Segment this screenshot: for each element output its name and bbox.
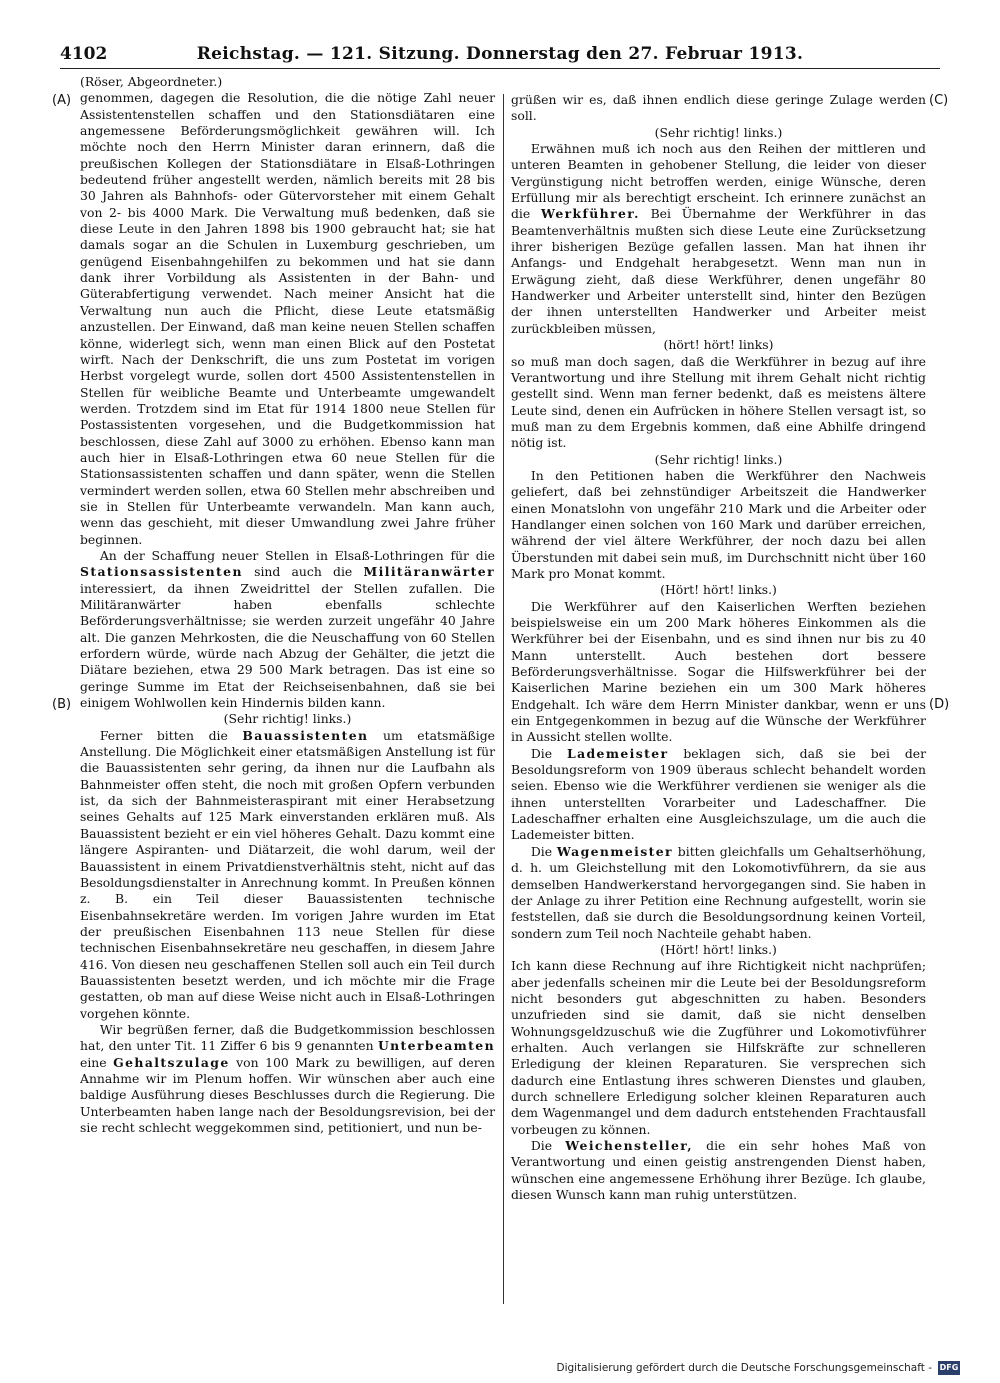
paragraph: genommen, dagegen die Resolution, die die nötige Zahl neuer Assistentenstellen schaffen und den Stationsdiätaren eine angemessene Beförderungsmöglichkeit gewähren will. Ich möchte noch den Herrn Minister daran erinnern, daß die preußischen Kollegen der Stationsdiätare in Elsaß-Lothringen bedeutend früher angestellt werden, nämlich bereits mit 28 bis 30 Jahren als Bahnhofs- oder Gütervorsteher mit einem Gehalt von 2- bis 4000 Mark. Die Verwaltung muß bedenken, daß sie diese Leute in den Jahren 1898 bis 1900 gebraucht hat; sie hat damals sogar an die Schulen in Luxemburg geschrieben, um genügend Eisenbahngehilfen zu bekommen und hat sie dann dank ihrer Vorbildung als Assistenten in der Bahn- und Güterabfertigung verwendet. Nach meiner Ansicht hat die Verwaltung nun auch die Pflicht, diese Leute etatsmäßig anzustellen. Der Einwand, daß man keine neuen Stellen schaffen könne, widerlegt sich, wenn man einen Blick auf den Postetat wirft. Nach der Denkschrift, die uns zum Postetat im vorigen Herbst vorgelegt wurde, sollen dort 4500 Assistentenstellen in Stellen für weibliche Beamte und Unterbeamte umgewandelt werden. Trotzdem sind im Etat für 1914 1800 neue Stellen für Postassistenten vorgesehen, und die Budgetkommission hat beschlossen, diese Zahl auf 3000 zu erhöhen. Ebenso kann man auch hier in Elsaß-Lothringen etwa 60 neue Stellen für die Stationsassistenten schaffen und dann später, wenn die Stellen vermindert werden sollen, etwa 60 Stellen mehr abschreiben und sie in Stellen für Unterbeamte verwandeln. Man kann auch, wenn das geschieht, mit dieser Umwandlung zwei Jahre früher beginnen.	[80, 90, 495, 547]
paragraph: An der Schaffung neuer Stellen in Elsaß-Lothringen für die Stationsassistenten sind auch die Militäranwärter interessiert, da ihnen Zweidrittel der Stellen zufallen. Die Militäranwärter haben ebenfalls schlechte Beförderungsverhältnisse; sie werden zurzeit ungefähr 40 Jahre alt. Die ganzen Mehrkosten, die die Neuschaffung von 60 Stellen erfordern würde, würde nach Abzug der Gehälter, die jetzt die Diätare beziehen, etwa 29 500 Mark betragen. Das ist eine so geringe Summe im Etat der Reichseisenbahnen, daß sie bei einigem Wohlwollen kein Hindernis bilden kann.	[80, 547, 495, 711]
column-divider	[503, 94, 504, 1304]
digitization-footer	[556, 1361, 960, 1375]
emphasis: Werkführer.	[541, 206, 640, 222]
dfg-logo: DFG	[938, 1361, 960, 1375]
interjection: (Hört! hört! links.)	[660, 582, 777, 598]
margin-marker-b: (B)	[52, 697, 72, 712]
interjection: (Sehr richtig! links.)	[654, 124, 783, 140]
footer-text: Digitalisierung gefördert durch die Deutsche Forschungsgemeinschaft -	[556, 1362, 932, 1374]
header-rule	[60, 68, 940, 69]
emphasis: Stationsassistenten	[80, 564, 243, 580]
paragraph: Ferner bitten die Bauassistenten um etatsmäßige Anstellung. Die Möglichkeit einer etatsmäßigen Anstellung ist für die Bauassistenten sehr gering, da ihnen nur die Laufbahn als Bahnmeister offen steht, die noch mit großen Opfern verbunden ist, da sich der Bahnmeisteraspirant mit einer Herabsetzung seines Gehalts auf 125 Mark einverstanden erklären muß. Als Bauassistent bezieht er ein viel höheres Gehalt. Dazu kommt eine längere Aspiranten- und Diätarzeit, die wohl darum, weil der Bauassistent in einem Privatdienstverhältnis steht, nicht auf das Besoldungsdienstalter in Anrechnung kommt. In Preußen können z. B. ein Teil dieser Bauassistenten technische Eisenbahnsekretäre werden. Im vorigen Jahre wurden im Etat der preußischen Eisenbahnen 113 neue Stellen für diese technischen Eisenbahnsekretäre neu geschaffen, in diesem Jahre 416. Von diesen neu geschaffenen Stellen soll auch ein Teil durch Bauassistenten besetzt werden, und ich möchte mir die Frage gestatten, ob man auf diese Weise nicht auch in Elsaß-Lothringen vorgehen könnte.	[80, 727, 495, 1021]
paragraph: Die Weichensteller, die ein sehr hohes Maß von Verantwortung und einen geistig anstrengenden Dienst haben, wünschen eine angemessene Erhöhung ihrer Bezüge. Ich glaube, diesen Wunsch kann man ruhig unterstützen.	[511, 1138, 926, 1203]
emphasis: Weichensteller,	[565, 1138, 693, 1153]
emphasis: Lademeister	[566, 745, 669, 761]
emphasis: Militäranwärter	[363, 564, 495, 580]
paragraph: Wir begrüßen ferner, daß die Budgetkommission beschlossen hat, den unter Tit. 11 Ziffer 6 bis 9 genannten Unterbeamten eine Gehaltszulage von 100 Mark zu bewilligen, auf deren Annahme wir im Plenum hoffen. Wir wünschen aber auch eine baldige Ausführung dieses Beschlusses durch die Regierung. Die Unterbeamten haben lange nach der Besoldungsrevision, bei der sie recht schlecht weggekommen sind, petitioniert, und nun be-	[80, 1021, 495, 1135]
paragraph: Die Lademeister beklagen sich, daß sie bei der Besoldungsreform von 1909 überaus schlecht behandelt worden seien. Ebenso wie die Werkführer verdienen sie weniger als die ihnen unterstellten Vorarbeiter und Ladeschaffner. Die Ladeschaffner erhalten eine Ausgleichszulage, um die auch die Lademeister bitten.	[511, 745, 927, 843]
interjection: (Sehr richtig! links.)	[654, 451, 783, 467]
emphasis: Wagenmeister	[556, 843, 673, 859]
emphasis: Unterbeamten	[377, 1038, 495, 1054]
margin-marker-a: (A)	[52, 93, 72, 108]
page-title: Reichstag. — 121. Sitzung. Donnerstag den 27. Februar 1913.	[196, 44, 804, 64]
paragraph: Erwähnen muß ich noch aus den Reihen der mittleren und unteren Beamten in gehobener Stellung, die leider von dieser Vergünstigung nicht betroffen werden, einige Wünsche, deren Erfüllung mir als berechtigt erscheint. Ich erinnere zunächst an die Werkführer. Bei Übernahme der Werkführer in das Beamtenverhältnis mußten sich diese Leute eine Zurücksetzung ihrer bisherigen Bezüge gefallen lassen. Man hat ihnen ihr Anfangs- und Endgehalt herabgesetzt. Wenn man nun in Erwägung zieht, daß diese Werkführer, denen ungefähr 80 Handwerker und Arbeiter unterstellt sind, hinter den Bezügen der ihnen unterstellten Handwerker und Arbeiter meist zurückbleiben müssen,	[511, 141, 926, 336]
interjection: (Sehr richtig! links.)	[223, 711, 352, 727]
paragraph: so muß man doch sagen, daß die Werkführer in bezug auf ihre Verantwortung und ihre Stellung mit ihrem Gehalt nicht richtig gestellt sind. Wenn man ferner bedenkt, daß es meistens ältere Leute sind, denen ein Aufrücken in höhere Stellen versagt ist, so muß man zu dem Ergebnis kommen, daß eine Abhilfe dringend nötig ist.	[511, 353, 926, 451]
emphasis: Bauassistenten	[242, 727, 369, 743]
left-column	[80, 74, 495, 1136]
margin-marker-c: (C)	[929, 93, 949, 108]
emphasis: Gehaltszulage	[113, 1054, 230, 1070]
speaker-label: (Röser, Abgeordneter.)	[80, 74, 223, 89]
margin-marker-d: (D)	[929, 697, 950, 712]
page-number: 4102	[60, 44, 108, 64]
page-header	[60, 44, 940, 68]
paragraph: Die Werkführer auf den Kaiserlichen Werften beziehen beispielsweise ein um 200 Mark höheres Einkommen als die Werkführer bei der Eisenbahn, und es sind ihnen nur bis zu 40 Mann unterstellt. Auch bestehen dort bessere Beförderungsverhältnisse. Sogar die Hilfswerkführer bei der Kaiserlichen Marine beziehen ein um 300 Mark höheres Endgehalt. Ich wäre dem Herrn Minister dankbar, wenn er uns ein Entgegenkommen in bezug auf die Wünsche der Werkführer in Aussicht stellen wollte.	[511, 598, 926, 745]
right-column	[511, 92, 926, 1203]
paragraph: grüßen wir es, daß ihnen endlich diese geringe Zulage werden soll.	[511, 92, 926, 124]
paragraph: Ich kann diese Rechnung auf ihre Richtigkeit nicht nachprüfen; aber jedenfalls scheinen mir die Leute bei der Besoldungsreform nicht besonders gut abgeschnitten zu haben. Besonders unzufrieden sind sie damit, daß sie nicht denselben Wohnungsgeldzuschuß wie die Zugführer und Lokomotivführer erhalten. Auch verlangen sie Hilfskräfte zur schnelleren Erledigung der kleinen Reparaturen. Sie versprechen sich dadurch eine Entlastung ihres schweren Dienstes und glauben, durch schnellere Erledigung solcher kleinen Reparaturen auch dem Wagenmangel und dem dadurch entstehenden Frachtausfall vorbeugen zu können.	[511, 958, 926, 1137]
paragraph: In den Petitionen haben die Werkführer den Nachweis geliefert, daß bei zehnstündiger Arbeitszeit die Handwerker einen Monatslohn von ungefähr 210 Mark und die Arbeiter oder Handlanger einen solchen von 160 Mark und darüber erreichen, während der viel ältere Werkführer, der noch dazu bei allen Überstunden mit dabei sein muß, im Durchschnitt nicht über 160 Mark pro Monat kommt.	[511, 467, 926, 581]
paragraph: Die Wagenmeister bitten gleichfalls um Gehaltserhöhung, d. h. um Gleichstellung mit den Lokomotivführern, da sie aus demselben Handwerkerstand hervorgegangen sind. Sie haben in der Anlage zu ihrer Petition eine Rechnung aufgestellt, worin sie feststellen, daß sie durch die Besoldungsordnung keinen Vorteil, sondern zum Teil noch Nachteile gehabt haben.	[511, 843, 926, 941]
interjection: (hört! hört! links)	[663, 337, 774, 353]
interjection: (Hört! hört! links.)	[660, 941, 777, 957]
